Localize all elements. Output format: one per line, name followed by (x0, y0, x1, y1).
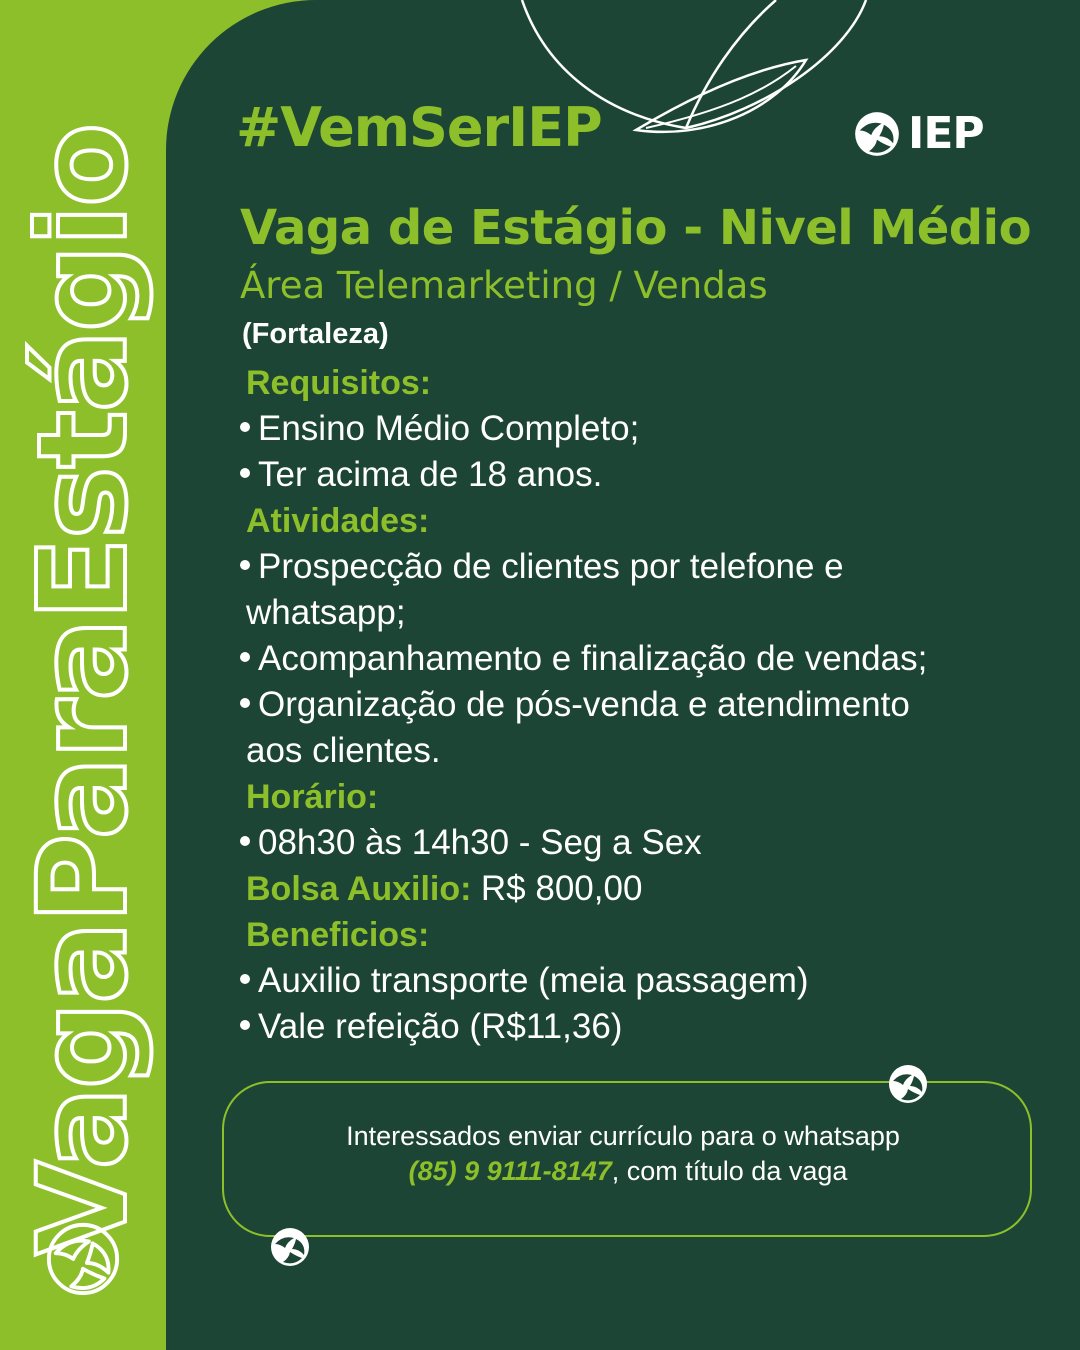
badge-icon (270, 1227, 310, 1267)
bullet-icon (240, 560, 250, 570)
job-details (236, 196, 1056, 1050)
vertical-title: VagaParaEstágio (12, 124, 154, 1256)
hashtag: #VemSerIEP (236, 96, 602, 159)
section-heading-requisitos: Requisitos: (246, 364, 432, 402)
section-heading-horario: Horário: (246, 778, 379, 816)
bolsa-line (246, 866, 1056, 912)
job-area: Área Telemarketing / Vendas (240, 264, 768, 307)
section-heading-beneficios: Beneficios: (246, 916, 430, 954)
list-item: Vale refeição (R$11,36) (236, 1004, 1056, 1050)
brand-logo (854, 108, 984, 159)
bullet-icon (240, 974, 250, 984)
bullet-icon (240, 652, 250, 662)
iep-logo-icon (44, 1220, 122, 1298)
list-item: Acompanhamento e finalização de vendas; (236, 636, 1056, 682)
list-item: Ensino Médio Completo; (236, 406, 1056, 452)
list-item-continuation: whatsapp; (246, 593, 406, 632)
bullet-icon (240, 836, 250, 846)
whatsapp-phone[interactable]: (85) 9 9111-8147 (408, 1156, 612, 1186)
section-heading-atividades: Atividades: (246, 502, 430, 540)
job-title: Vaga de Estágio - Nivel Médio (240, 200, 1032, 256)
bullet-icon (240, 698, 250, 708)
contact-phone-line (0, 1156, 1080, 1187)
contact-text: Interessados enviar currículo para o whatsapp (346, 1121, 900, 1151)
bullet-icon (240, 422, 250, 432)
bolsa-value: R$ 800,00 (480, 869, 643, 908)
bullet-icon (240, 1020, 250, 1030)
contact-suffix: , com título da vaga (611, 1156, 848, 1186)
list-item: Organização de pós-venda e atendimento (236, 682, 1056, 728)
list-item: Prospecção de clientes por telefone e (236, 544, 1056, 590)
list-item: Ter acima de 18 anos. (236, 452, 1056, 498)
list-item: 08h30 às 14h30 - Seg a Sex (236, 820, 1056, 866)
bolsa-label: Bolsa Auxilio: (246, 870, 472, 908)
list-item: Auxilio transporte (meia passagem) (236, 958, 1056, 1004)
badge-icon (888, 1064, 928, 1104)
job-city: (Fortaleza) (242, 318, 389, 350)
bullet-icon (240, 468, 250, 478)
iep-logo-icon (854, 111, 900, 157)
brand-name: IEP (908, 108, 984, 159)
list-item-continuation: aos clientes. (246, 731, 441, 770)
